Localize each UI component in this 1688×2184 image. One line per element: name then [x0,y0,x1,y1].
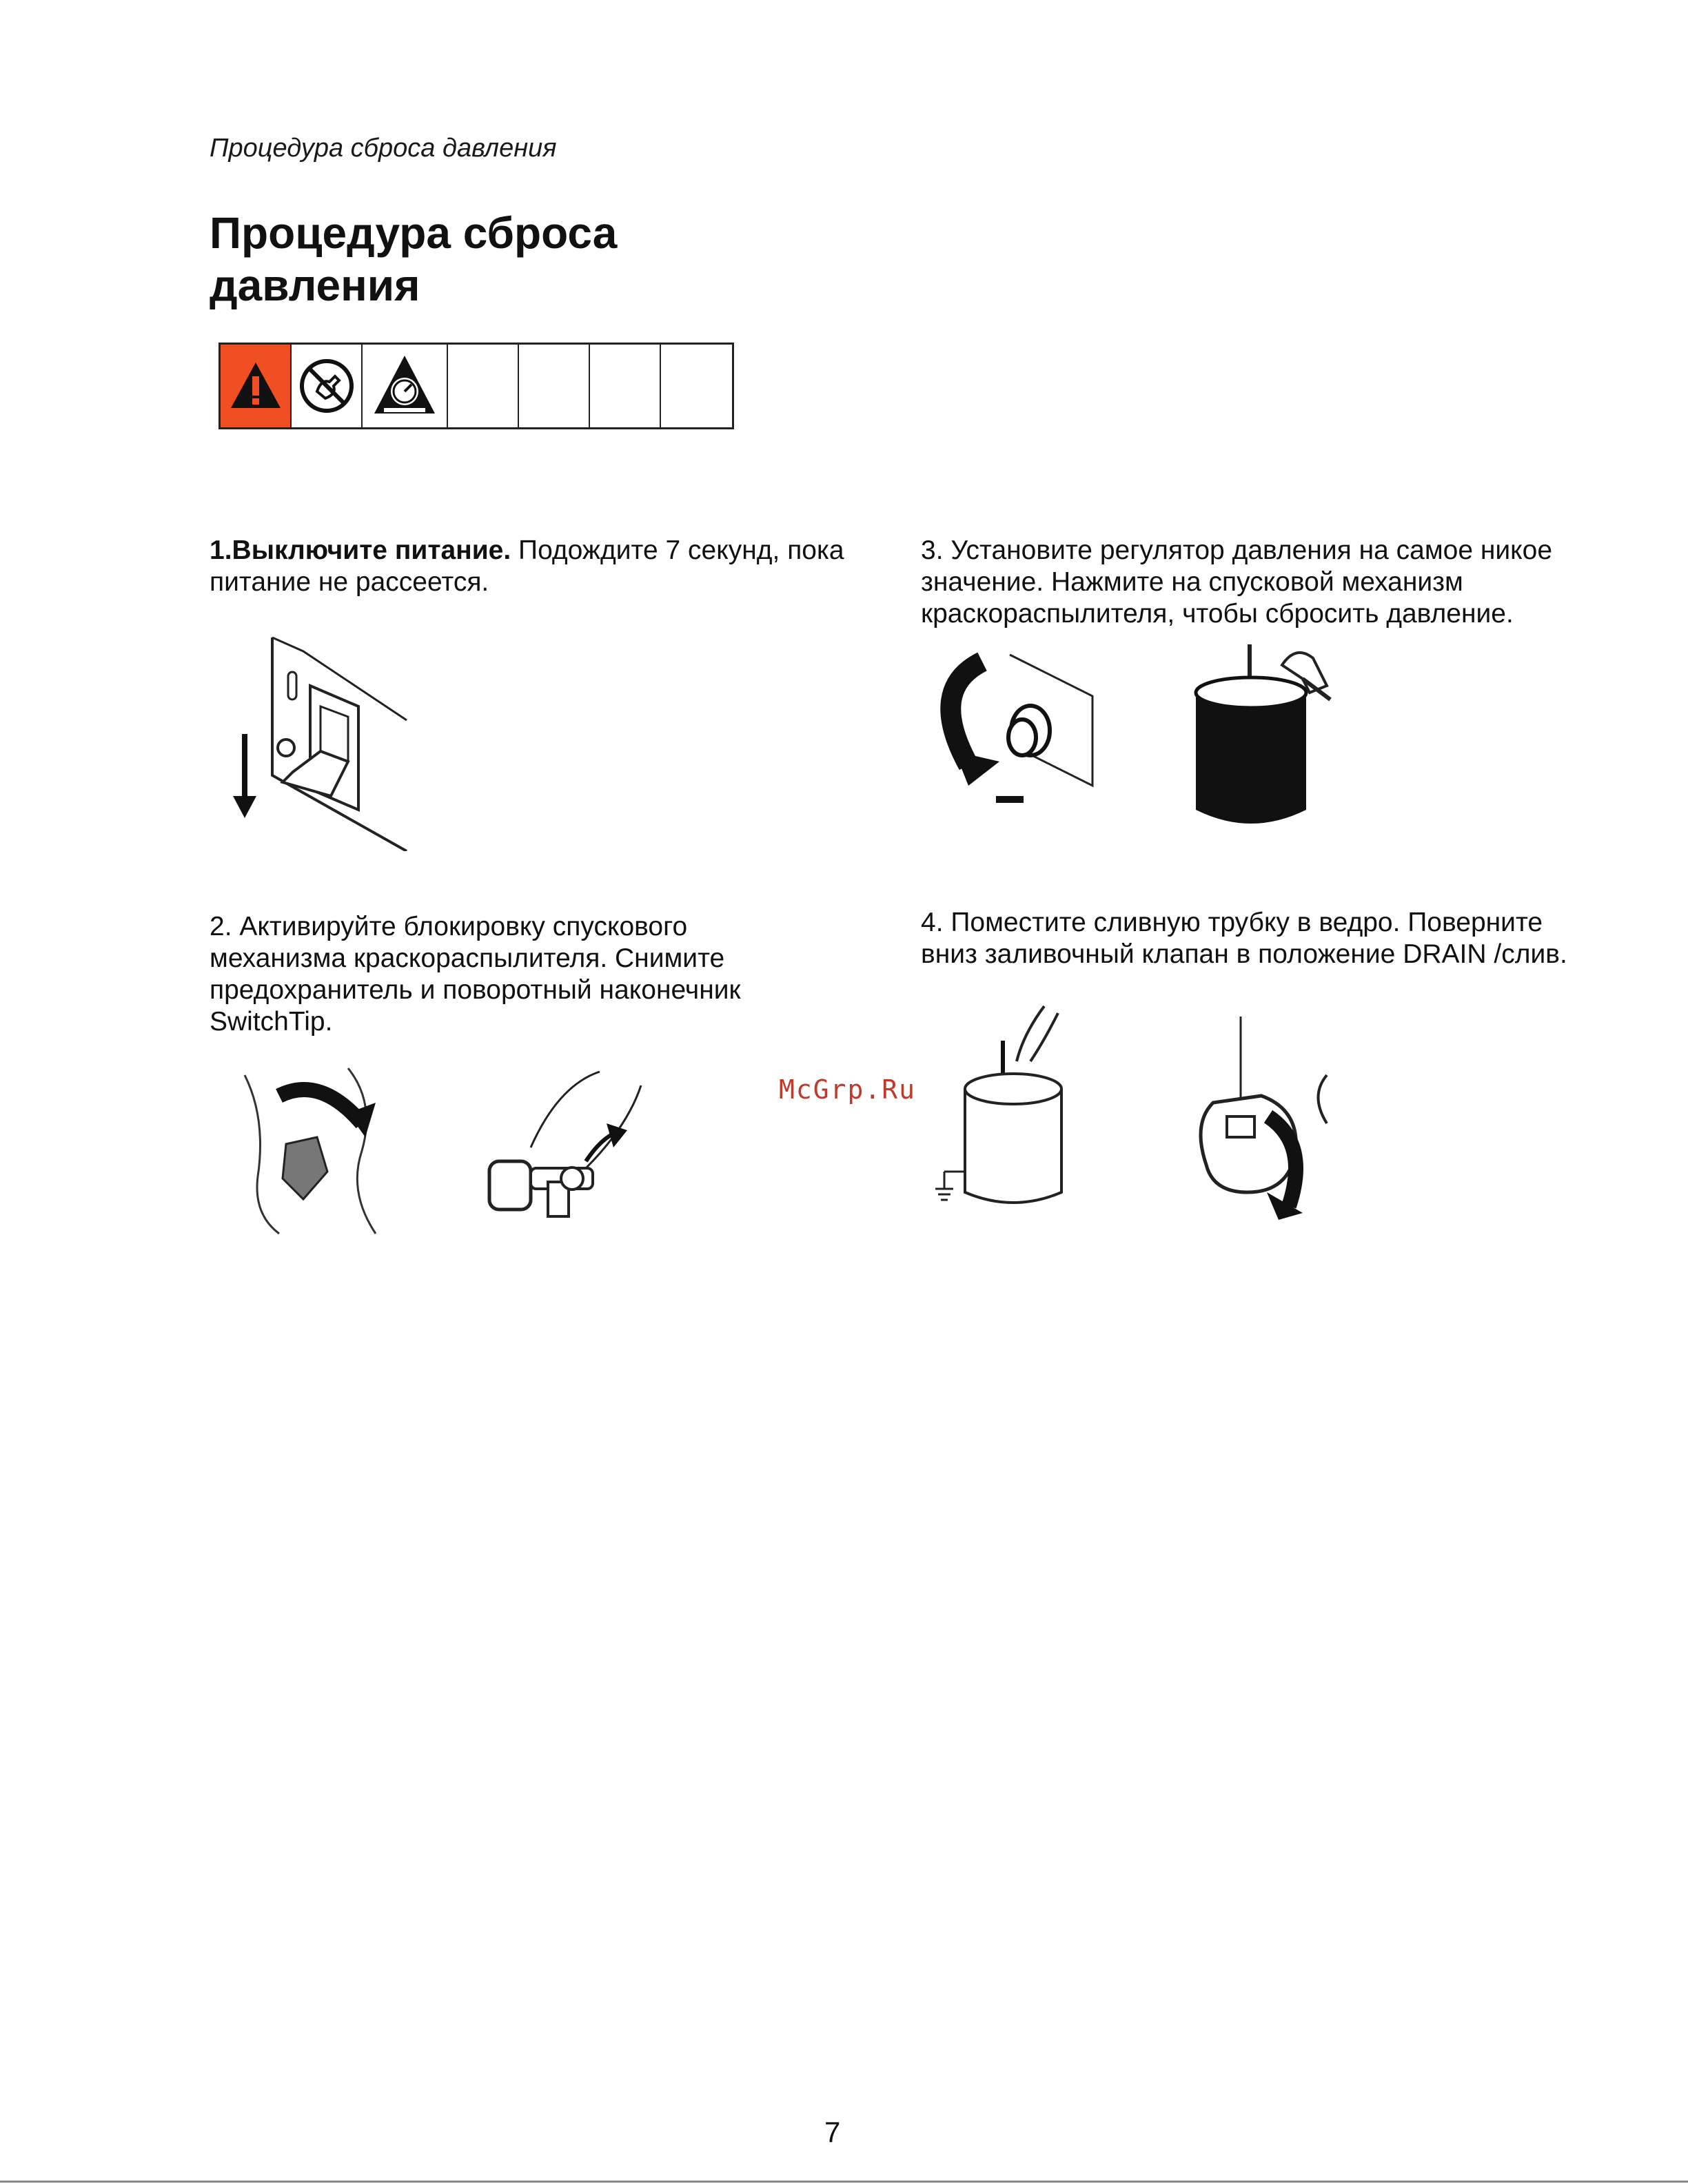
pressure-gauge-icon [363,345,448,427]
trigger-lock-illustration [231,1061,424,1241]
step-1-rest: Подождите 7 секунд, пока питание не рассеется. [210,535,844,597]
drain-tube-bucket-illustration [927,999,1086,1220]
pressure-knob-illustration [934,641,1099,820]
watermark: McGrp.Ru [779,1074,917,1105]
prime-valve-illustration [1186,1013,1351,1227]
safety-symbol-strip [218,343,734,429]
bottom-rule [0,2181,1688,2183]
no-hand-spray-icon [292,345,363,427]
empty-symbol-slot [590,345,661,427]
warning-triangle-icon [221,345,292,427]
step-3-text: 3. Установите регулятор давления на самое никое значение. Нажмите на спусковой механизм краскораспылителя, чтобы сбросить давление. [921,535,1553,629]
spray-into-bucket-illustration [1182,637,1361,837]
power-switch-illustration [221,631,414,851]
page-number: 7 [824,2116,841,2148]
page-title: Процедура сброса давления [210,208,618,310]
empty-symbol-slot [519,345,590,427]
switchtip-removal-illustration [482,1065,662,1244]
step-2-text: 2. Активируйте блокировку спускового механизма краскораспылителя. Снимите предохранитель и поворотный наконечник SwitchTip. [210,912,741,1037]
empty-symbol-slot [448,345,519,427]
step-4-text: 4. Поместите сливную трубку в ведро. Поверните вниз заливочный клапан в положение DRAIN /слив. [921,908,1567,969]
step-1-bold: 1.Выключите питание. [210,535,511,565]
running-header: Процедура сброса давления [210,134,557,163]
step-1-text [210,535,857,598]
empty-symbol-slot [661,345,732,427]
